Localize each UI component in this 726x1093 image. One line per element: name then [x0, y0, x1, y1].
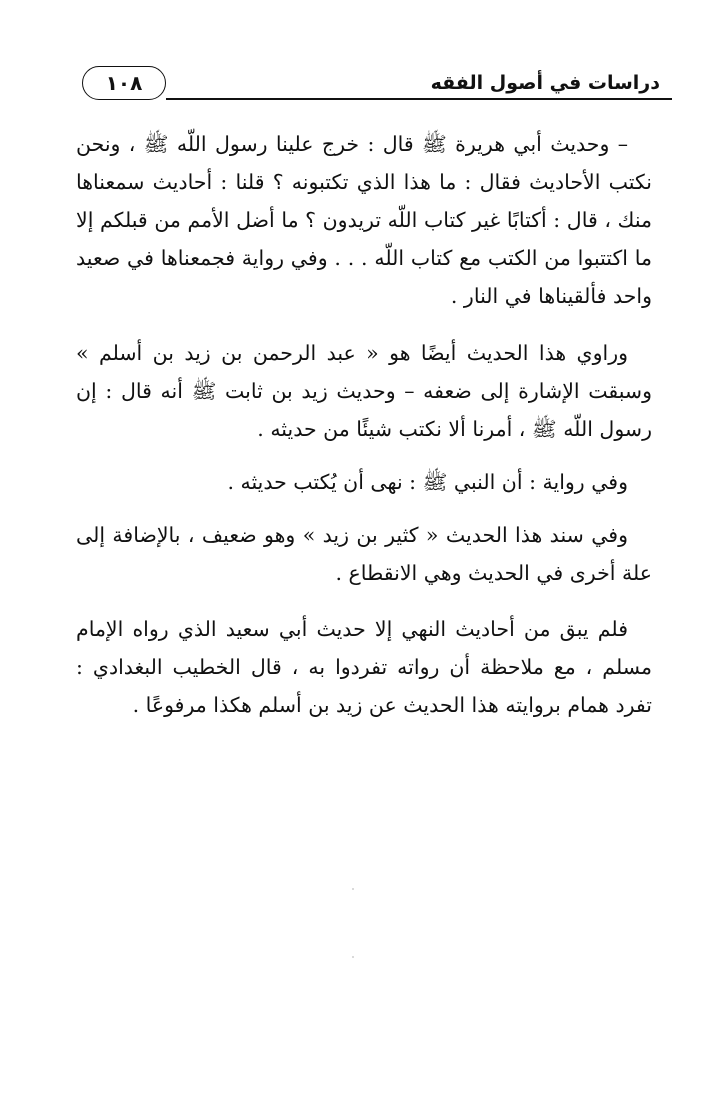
scan-speck	[352, 888, 354, 890]
paragraph-text: فلم يبق من أحاديث النهي إلا حديث أبي سعيد الذي رواه الإمام مسلم ، مع ملاحظة أن رواته تفردوا به ، قال الخطيب البغدادي : تفرد همام بروايته هذا الحديث عن زيد بن أسلم هكذا مرفوعًا .	[76, 617, 652, 717]
page-number-frame	[82, 66, 166, 100]
paragraph-2	[76, 334, 652, 448]
paragraph-text: – وحديث أبي هريرة ﷺ قال : خرج علينا رسول اللّه ﷺ ، ونحن نكتب الأحاديث فقال : ما هذا الذي تكتبونه ؟ قلنا : أحاديث سمعناها منك ، قال : أكتابًا غير كتاب اللّه تريدون ؟ ما أضل الأمم من قبلكم إلا ما اكتتبوا من الكتب مع كتاب اللّه . . . وفي رواية فجمعناها في صعيد واحد فألقيناها في النار .	[76, 132, 652, 308]
scan-speck	[352, 956, 354, 958]
paragraph-4	[76, 516, 652, 592]
book-title: دراسات في أصول الفقه	[430, 72, 660, 94]
page-header	[62, 60, 682, 108]
paragraph-5	[76, 610, 652, 724]
paragraph-3	[76, 463, 652, 501]
page-number: ١٠٨	[105, 71, 143, 95]
paragraph-text: وراوي هذا الحديث أيضًا هو « عبد الرحمن بن زيد بن أسلم » وسبقت الإشارة إلى ضعفه – وحديث زيد بن ثابت ﷺ أنه قال : إن رسول اللّه ﷺ ، أمرنا ألا نكتب شيئًا من حديثه .	[76, 341, 652, 441]
paragraph-text: وفي سند هذا الحديث « كثير بن زيد » وهو ضعيف ، بالإضافة إلى علة أخرى في الحديث وهي الانقطاع .	[76, 523, 652, 585]
header-rule	[166, 98, 672, 100]
paragraph-1	[76, 125, 652, 315]
paragraph-text: وفي رواية : أن النبي ﷺ : نهى أن يُكتب حديثه .	[227, 470, 628, 494]
